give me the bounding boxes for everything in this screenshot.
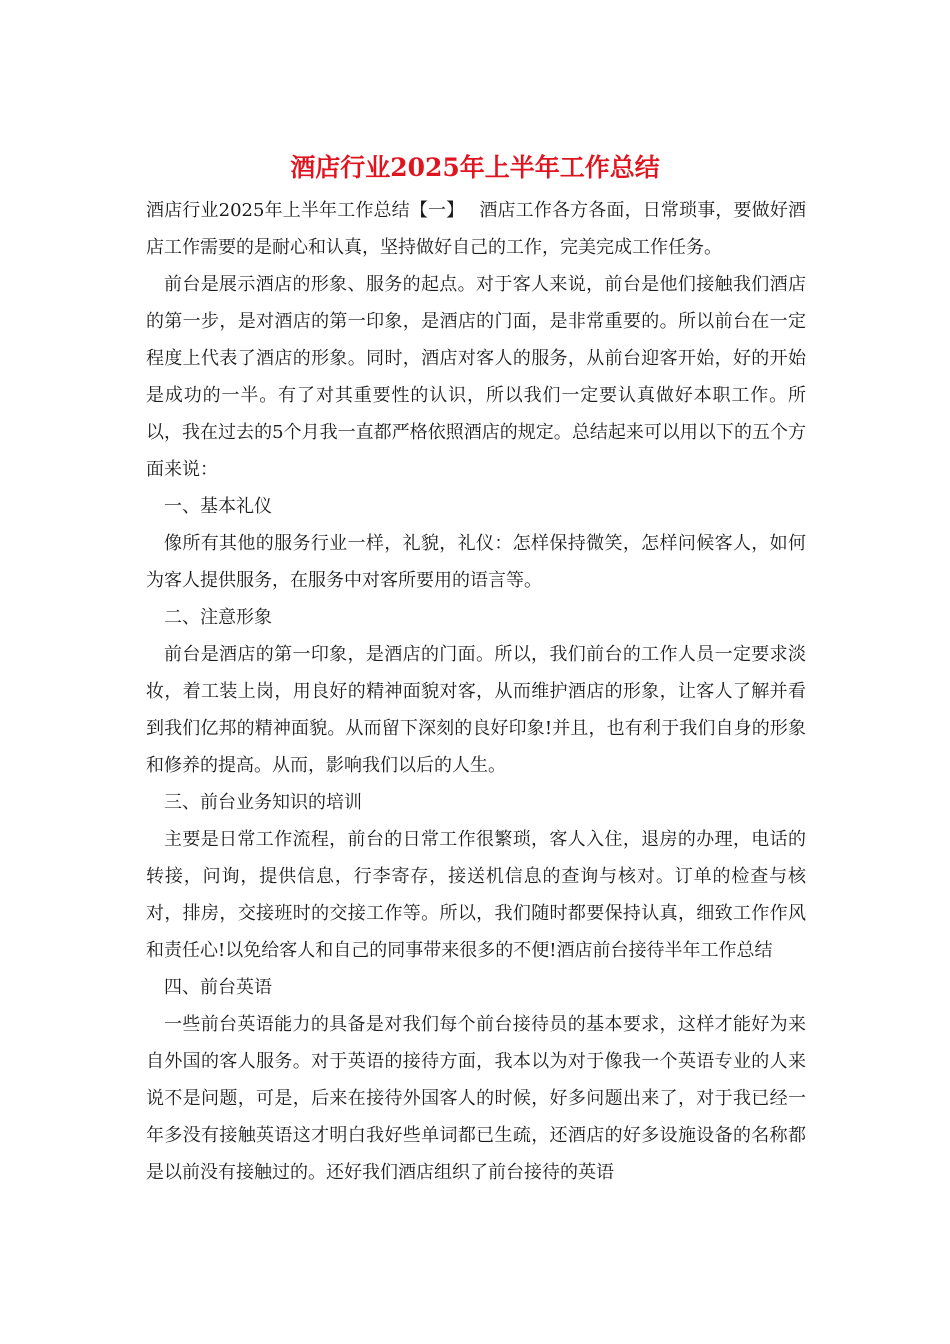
section-heading-training: 三、前台业务知识的培训 [164, 792, 362, 813]
paragraph-front-desk: 前台是展示酒店的形象、服务的起点。对于客人来说，前台是他们接触我们酒店的第一步，是对酒店的第一印象，是酒店的门面，是非常重要的。所以前台在一定程度上代表了酒店的形象。同时，酒店对客人的服务，从前台迎客开始，好的开始是成功的一半。有了对其重要性的认识，所以我们一定要认真做好本职工作。所以，我在过去的5个月我一直都严格依照酒店的规定。总结起来可以用以下的五个方面来说： [146, 274, 806, 480]
document-body [146, 192, 806, 1191]
section-heading-etiquette: 一、基本礼仪 [164, 496, 272, 517]
paragraph-intro: 酒店行业2025年上半年工作总结【一】 酒店工作各方各面，日常琐事，要做好酒店工作需要的是耐心和认真，坚持做好自己的工作，完美完成工作任务。 [146, 200, 806, 258]
paragraph-etiquette: 像所有其他的服务行业一样，礼貌，礼仪：怎样保持微笑，怎样问候客人，如何为客人提供服务，在服务中对客所要用的语言等。 [146, 533, 806, 591]
paragraph-image: 前台是酒店的第一印象，是酒店的门面。所以，我们前台的工作人员一定要求淡妆，着工装上岗，用良好的精神面貌对客，从而维护酒店的形象，让客人了解并看到我们亿邦的精神面貌。从而留下深刻的良好印象!并且，也有利于我们自身的形象和修养的提高。从而，影响我们以后的人生。 [146, 644, 806, 776]
paragraph-english: 一些前台英语能力的具备是对我们每个前台接待员的基本要求，这样才能好为来自外国的客人服务。对于英语的接待方面，我本以为对于像我一个英语专业的人来说不是问题，可是，后来在接待外国客人的时候，好多问题出来了，对于我已经一年多没有接触英语这才明白我好些单词都已生疏，还酒店的好多设施设备的名称都是以前没有接触过的。还好我们酒店组织了前台接待的英语 [146, 1014, 806, 1183]
section-heading-english: 四、前台英语 [164, 977, 272, 998]
paragraph-training: 主要是日常工作流程，前台的日常工作很繁琐，客人入住，退房的办理，电话的转接，问询，提供信息，行李寄存，接送机信息的查询与核对。订单的检查与核对，排房，交接班时的交接工作等。所以，我们随时都要保持认真，细致工作作风和责任心!以免给客人和自己的同事带来很多的不便!酒店前台接待半年工作总结 [146, 829, 806, 961]
document-title: 酒店行业2025年上半年工作总结 [290, 153, 660, 182]
section-heading-image: 二、注意形象 [164, 607, 272, 628]
